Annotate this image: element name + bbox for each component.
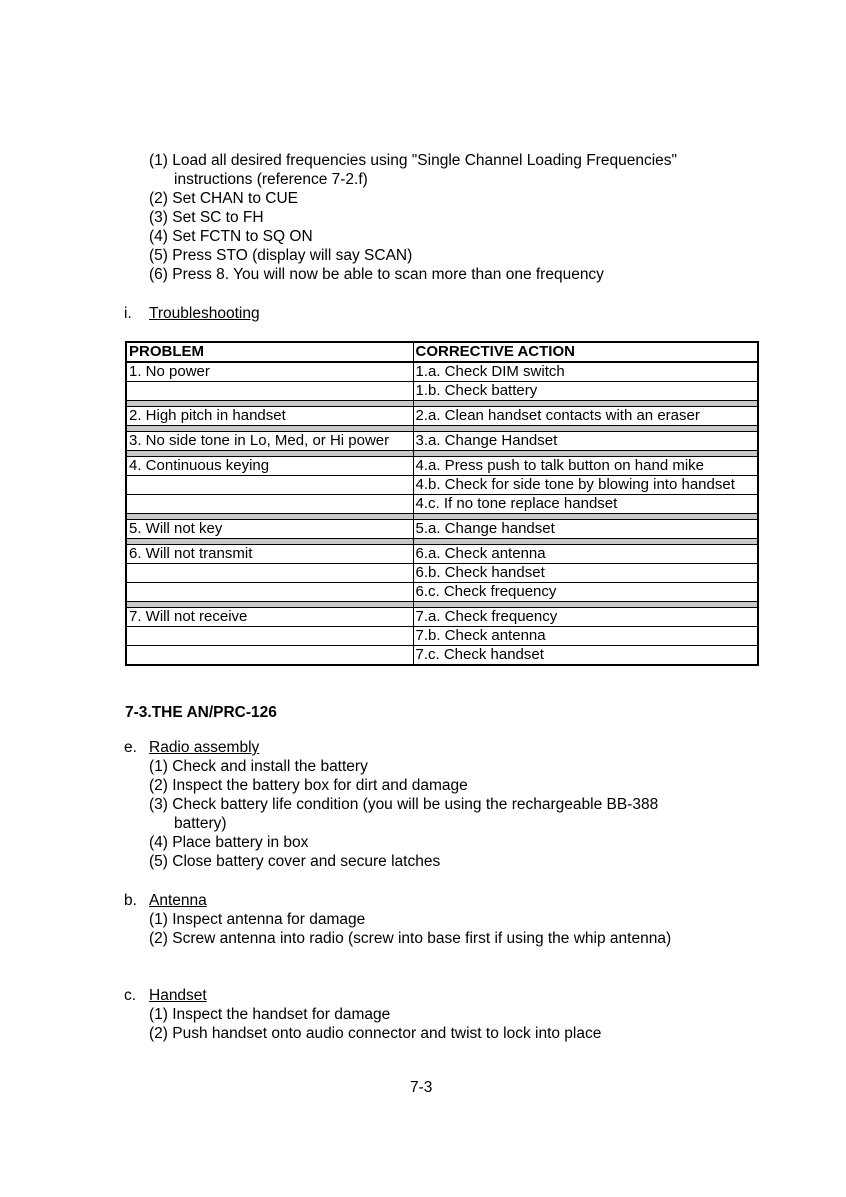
problem-cell: 2. High pitch in handset	[126, 407, 413, 426]
problem-cell	[126, 382, 413, 401]
table-row	[126, 432, 758, 451]
table-row	[126, 627, 758, 646]
problem-cell	[126, 646, 413, 666]
handset-step-1: (1) Inspect the handset for damage	[149, 1006, 391, 1023]
action-cell: 4.b. Check for side tone by blowing into handset	[413, 476, 758, 495]
troubleshooting-heading: Troubleshooting	[149, 305, 260, 322]
handset-step-2: (2) Push handset onto audio connector and twist to lock into place	[149, 1025, 602, 1042]
table-row	[126, 564, 758, 583]
problem-cell: 7. Will not receive	[126, 608, 413, 627]
problem-cell	[126, 564, 413, 583]
problem-column-header: PROBLEM	[126, 342, 413, 362]
action-cell: 3.a. Change Handset	[413, 432, 758, 451]
handset-marker: c.	[124, 987, 137, 1004]
radio-assembly-step-3-cont: battery)	[174, 815, 227, 832]
table-row	[126, 476, 758, 495]
action-cell: 1.b. Check battery	[413, 382, 758, 401]
action-cell: 6.c. Check frequency	[413, 583, 758, 602]
antenna-marker: b.	[124, 892, 137, 909]
problem-cell	[126, 583, 413, 602]
section-title: 7-3.THE AN/PRC-126	[125, 704, 277, 721]
table-row	[126, 545, 758, 564]
problem-cell: 1. No power	[126, 362, 413, 382]
table-row	[126, 583, 758, 602]
antenna-heading: Antenna	[149, 892, 207, 909]
radio-assembly-step-4: (4) Place battery in box	[149, 834, 309, 851]
scan-step-2: (2) Set CHAN to CUE	[149, 190, 299, 207]
table-row	[126, 362, 758, 382]
problem-cell	[126, 495, 413, 514]
action-cell: 7.a. Check frequency	[413, 608, 758, 627]
scan-step-3: (3) Set SC to FH	[149, 209, 264, 226]
table-row	[126, 382, 758, 401]
table-row	[126, 646, 758, 666]
action-cell: 5.a. Change handset	[413, 520, 758, 539]
problem-cell: 5. Will not key	[126, 520, 413, 539]
radio-assembly-step-1: (1) Check and install the battery	[149, 758, 368, 775]
scan-step-4: (4) Set FCTN to SQ ON	[149, 228, 313, 245]
radio-assembly-marker: e.	[124, 739, 137, 756]
handset-heading: Handset	[149, 987, 207, 1004]
antenna-step-2: (2) Screw antenna into radio (screw into base first if using the whip antenna)	[149, 930, 672, 947]
scan-step-5: (5) Press STO (display will say SCAN)	[149, 247, 413, 264]
problem-cell	[126, 476, 413, 495]
problem-cell: 4. Continuous keying	[126, 457, 413, 476]
page-number: 7-3	[410, 1079, 433, 1096]
action-cell: 6.a. Check antenna	[413, 545, 758, 564]
problem-cell: 6. Will not transmit	[126, 545, 413, 564]
table-row	[126, 608, 758, 627]
problem-cell	[126, 627, 413, 646]
action-cell: 1.a. Check DIM switch	[413, 362, 758, 382]
radio-assembly-heading: Radio assembly	[149, 739, 260, 756]
troubleshooting-marker: i.	[124, 305, 132, 322]
action-cell: 2.a. Clean handset contacts with an eraser	[413, 407, 758, 426]
action-cell: 7.b. Check antenna	[413, 627, 758, 646]
radio-assembly-step-3: (3) Check battery life condition (you will be using the rechargeable BB-388	[149, 796, 659, 813]
scan-step-1: (1) Load all desired frequencies using "Single Channel Loading Frequencies"	[149, 152, 678, 169]
action-cell: 4.c. If no tone replace handset	[413, 495, 758, 514]
table-row	[126, 407, 758, 426]
radio-assembly-step-2: (2) Inspect the battery box for dirt and damage	[149, 777, 468, 794]
action-cell: 6.b. Check handset	[413, 564, 758, 583]
table-row	[126, 520, 758, 539]
radio-assembly-step-5: (5) Close battery cover and secure latches	[149, 853, 441, 870]
action-cell: 7.c. Check handset	[413, 646, 758, 666]
antenna-step-1: (1) Inspect antenna for damage	[149, 911, 366, 928]
scan-step-1-cont: instructions (reference 7-2.f)	[174, 171, 368, 188]
table-header-row	[126, 342, 758, 362]
troubleshooting-table	[125, 341, 759, 666]
action-cell: 4.a. Press push to talk button on hand mike	[413, 457, 758, 476]
problem-cell: 3. No side tone in Lo, Med, or Hi power	[126, 432, 413, 451]
scan-step-6: (6) Press 8. You will now be able to scan more than one frequency	[149, 266, 604, 283]
table-row	[126, 495, 758, 514]
action-column-header: CORRECTIVE ACTION	[413, 342, 758, 362]
table-row	[126, 457, 758, 476]
